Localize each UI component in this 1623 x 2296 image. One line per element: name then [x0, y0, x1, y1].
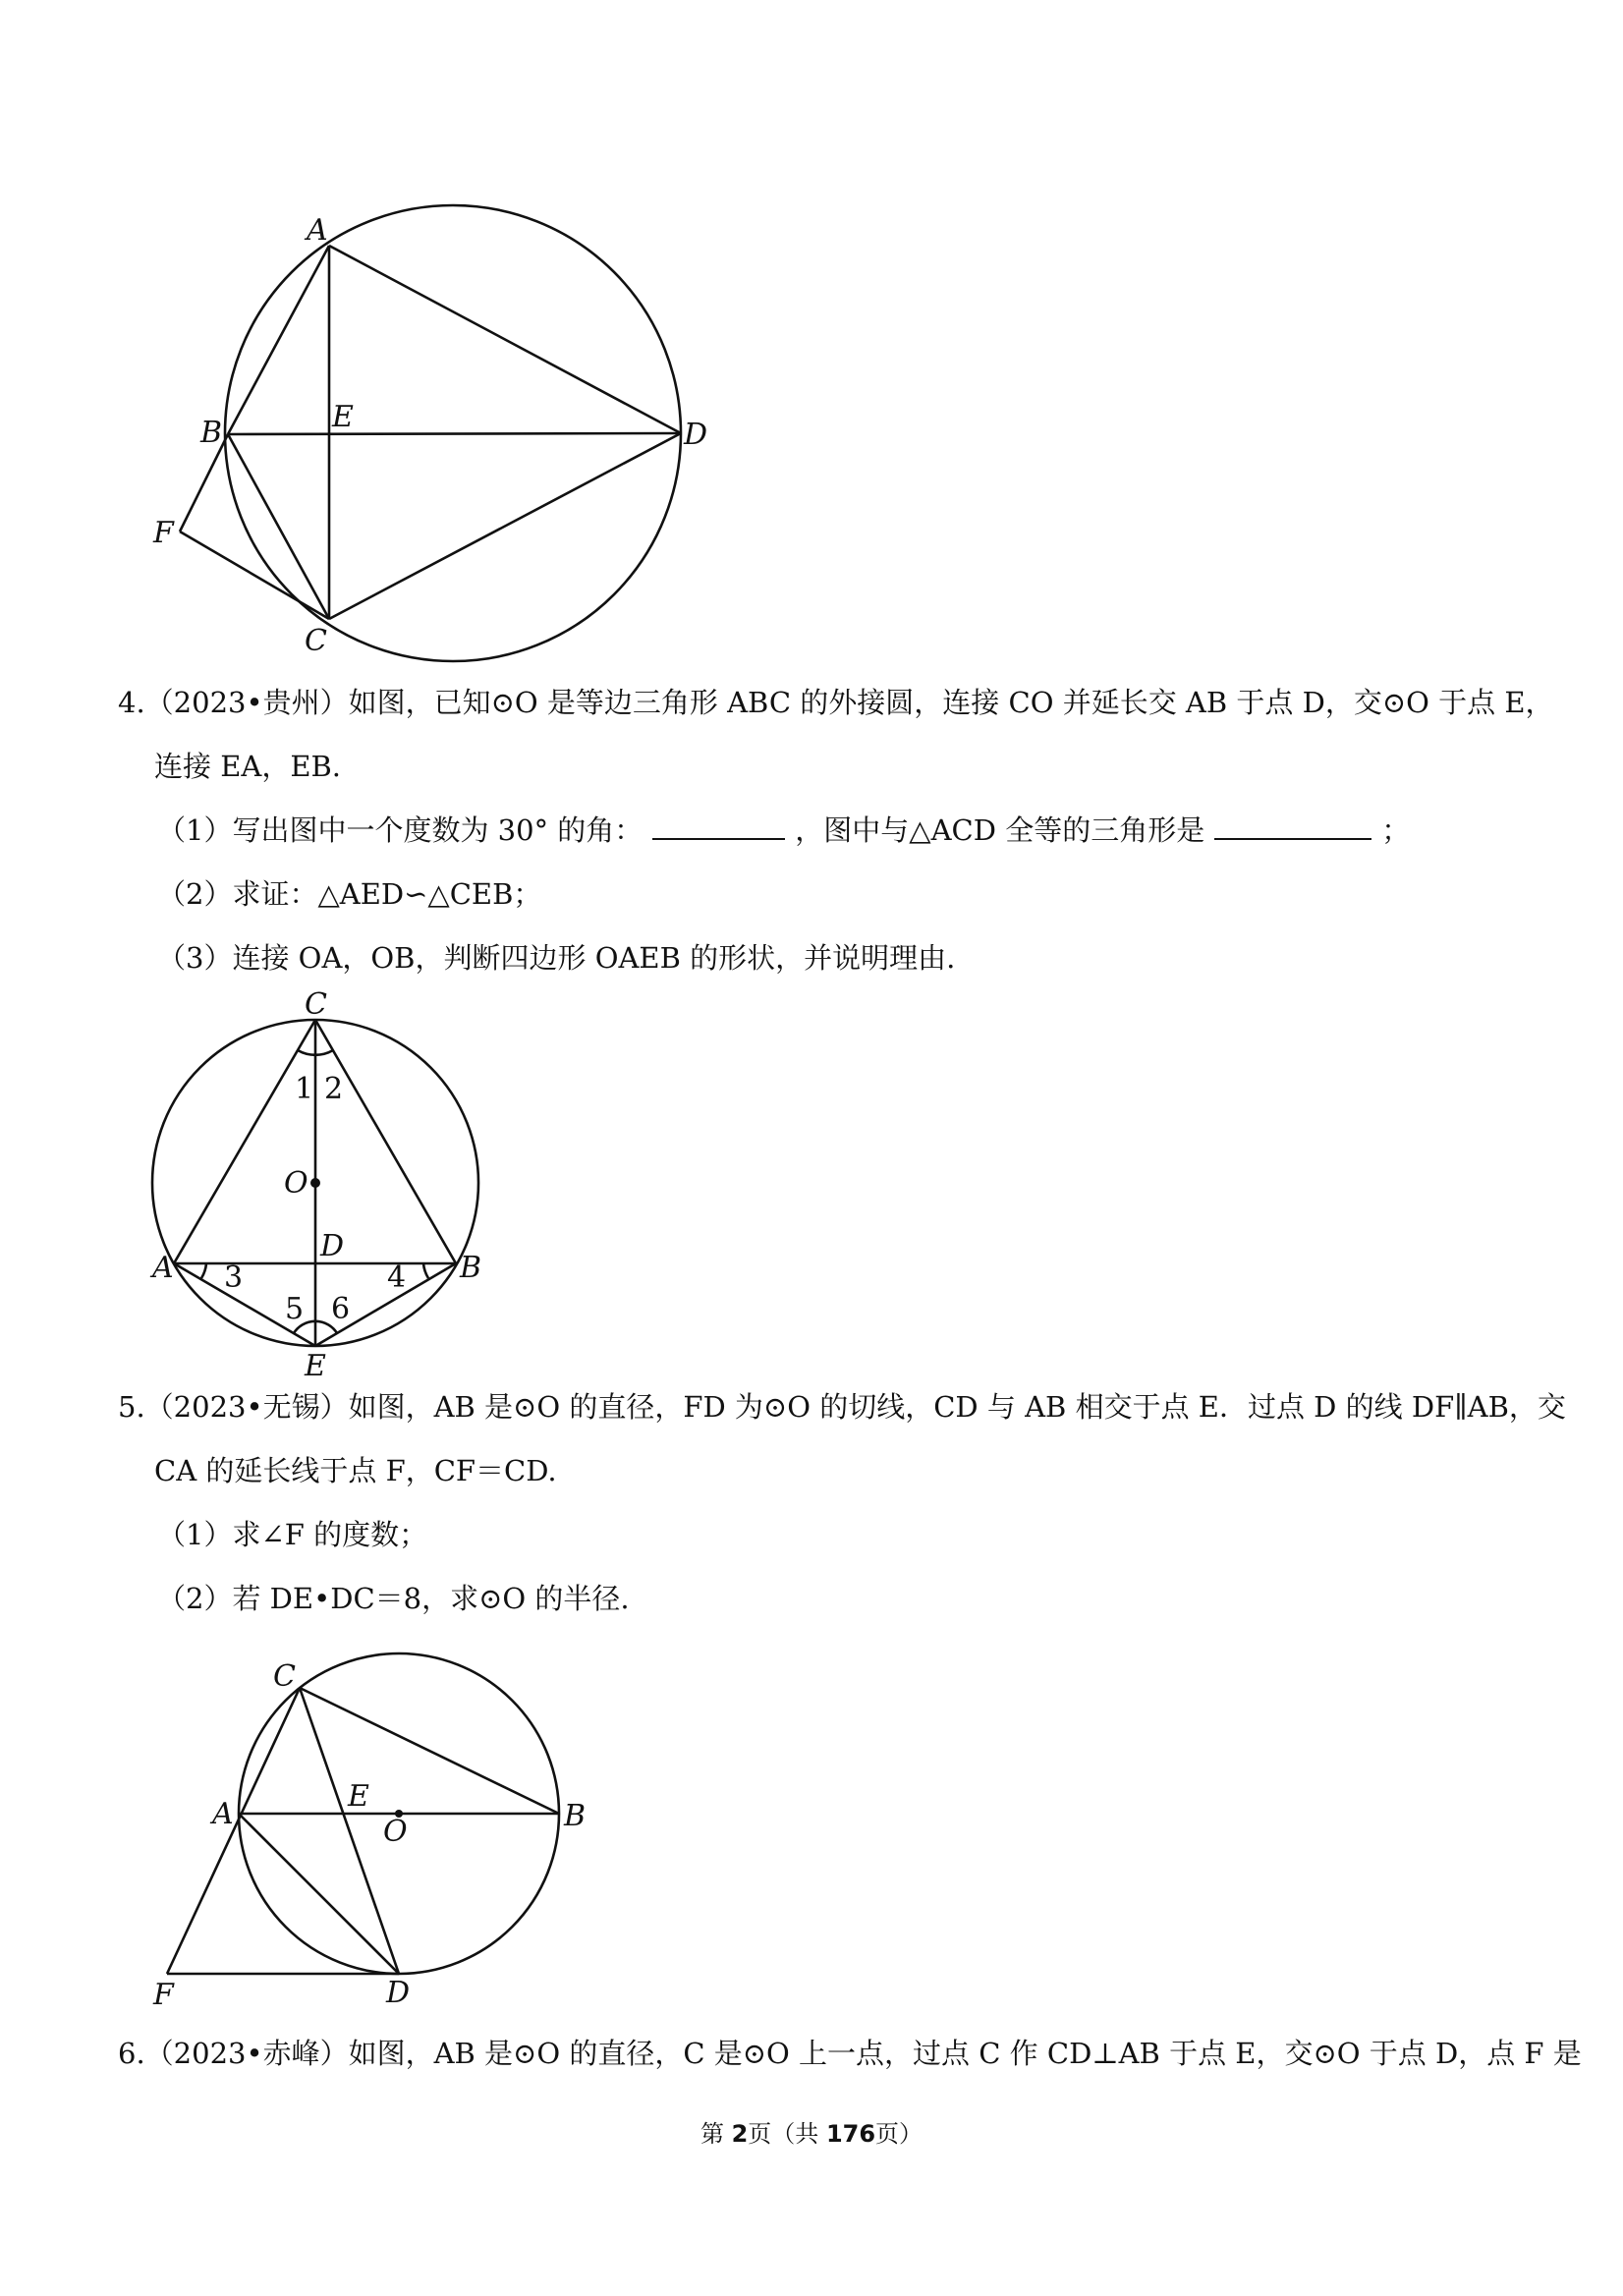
label-b: B [564, 1799, 587, 1833]
angle-label-1: 1 [295, 1072, 314, 1106]
angle-label-2: 2 [324, 1072, 344, 1106]
footer-middle: 页（共 [748, 2120, 826, 2148]
angle-label-3: 3 [224, 1260, 244, 1295]
label-d: D [320, 1229, 345, 1263]
label-f: F [153, 1978, 174, 2012]
problem4-question3: （3）连接 OA，OB，判断四边形 OAEB 的形状，并说明理由. [157, 941, 956, 975]
footer-prefix: 第 [700, 2120, 732, 2148]
problem5-stem-line1: 5.（2023•无锡）如图，AB 是⊙O 的直径，FD 为⊙O 的切线，CD 与 AB 相交于点 E．过点 D 的线 DF∥AB，交 [118, 1390, 1566, 1424]
problem5-question1: （1）求∠F 的度数； [157, 1518, 428, 1551]
label-d: D [386, 1976, 411, 2010]
label-c: C [305, 987, 327, 1022]
label-d: D [684, 418, 708, 452]
label-o: O [284, 1166, 308, 1201]
angle-label-6: 6 [331, 1292, 351, 1326]
angle-label-4: 4 [387, 1260, 407, 1295]
label-a: A [152, 1251, 174, 1285]
label-e: E [348, 1779, 369, 1814]
segment-cb [300, 1688, 559, 1814]
label-c: C [305, 624, 327, 658]
label-a: A [212, 1797, 234, 1831]
angle-label-5: 5 [285, 1292, 305, 1326]
label-b: B [460, 1251, 482, 1285]
footer-page-number: 2 [731, 2120, 749, 2148]
segment-ad [239, 1814, 399, 1974]
problem6-stem-line1: 6.（2023•赤峰）如图，AB 是⊙O 的直径，C 是⊙O 上一点，过点 C 作 CD⊥AB 于点 E，交⊙O 于点 D，点 F 是 [118, 2037, 1582, 2070]
label-o: O [383, 1815, 408, 1849]
footer-total-pages: 176 [825, 2120, 876, 2148]
problem4-stem-line2: 连接 EA，EB. [154, 750, 342, 783]
q1-text-c: ； [1381, 813, 1411, 847]
problem5-question2: （2）若 DE•DC＝8，求⊙O 的半径. [157, 1582, 630, 1615]
label-a: A [307, 213, 328, 248]
footer-suffix: 页） [875, 2120, 923, 2148]
q1-text-b: ，图中与△ACD 全等的三角形是 [795, 813, 1205, 847]
q1-text-a: （1）写出图中一个度数为 30° 的角： [157, 813, 644, 847]
problem4-stem-line1: 4.（2023•贵州）如图，已知⊙O 是等边三角形 ABC 的外接圆，连接 CO 并延长交 AB 于点 D，交⊙O 于点 E， [118, 686, 1554, 719]
page-footer [0, 2114, 1623, 2149]
label-f: F [153, 516, 174, 550]
label-c: C [273, 1659, 296, 1694]
problem5-stem-line2: CA 的延长线于点 F，CF＝CD. [154, 1454, 557, 1487]
label-b: B [200, 416, 223, 450]
problem4-question2: （2）求证：△AED∽△CEB； [157, 877, 542, 911]
label-e: E [332, 400, 354, 434]
label-e: E [305, 1349, 326, 1383]
